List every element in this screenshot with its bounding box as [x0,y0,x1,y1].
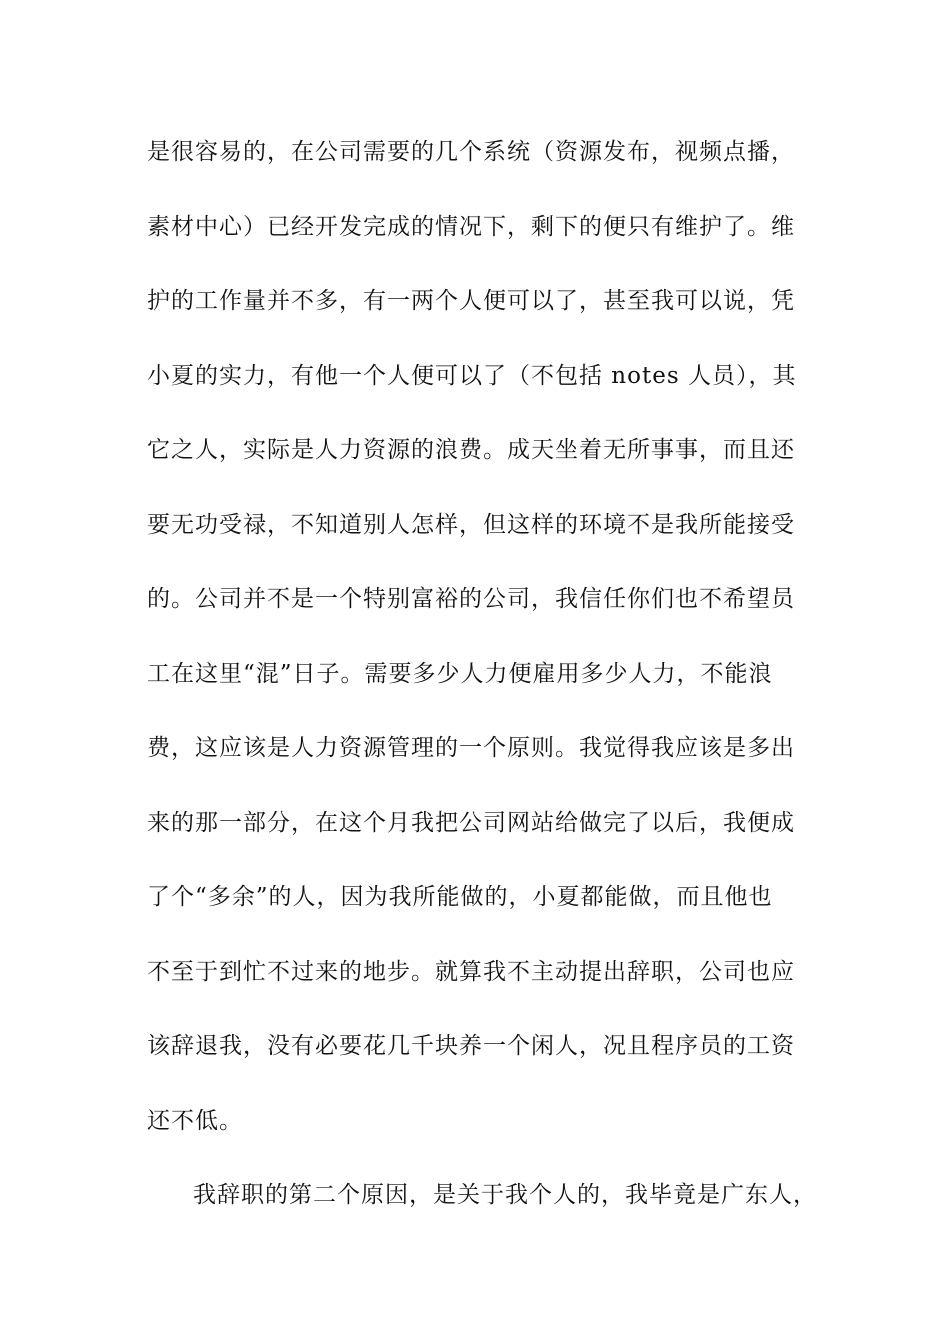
text-line: 小夏的实力，有他一个人便可以了（不包括 notes 人员），其 [147,362,797,389]
text-line: 来的那一部分，在这个月我把公司网站给做完了以后，我便成 [147,809,795,836]
text-line: 工在这里“混”日子。需要多少人力便雇用多少人力，不能浪 [147,660,773,687]
document-body [147,132,817,1250]
text-line: 它之人，实际是人力资源的浪费。成天坐着无所事事，而且还 [147,437,795,463]
text-line: 要无功受禄，不知道别人怎样，但这样的环境不是我所能接受 [147,511,795,538]
text-line: 是很容易的，在公司需要的几个系统（资源发布，视频点播， [147,139,795,165]
text-line: 该辞退我，没有必要花几千块养一个闲人，况且程序员的工资 [147,1033,795,1059]
paragraph-start-line: 我辞职的第二个原因，是关于我个人的，我毕竟是广东人， [193,1182,817,1208]
text-line: 不至于到忙不过来的地步。就算我不主动提出辞职，公司也应 [147,958,795,985]
text-line: 护的工作量并不多，有一两个人便可以了，甚至我可以说，凭 [147,288,795,314]
text-line: 费，这应该是人力资源管理的一个原则。我觉得我应该是多出 [147,735,795,761]
text-line: 了个“多余”的人，因为我所能做的，小夏都能做，而且他也 [147,884,773,910]
text-line: 的。公司并不是一个特别富裕的公司，我信任你们也不希望员 [147,586,795,612]
text-line: 素材中心）已经开发完成的情况下，剩下的便只有维护了。维 [147,213,795,240]
text-line: 还不低。 [147,1107,243,1134]
